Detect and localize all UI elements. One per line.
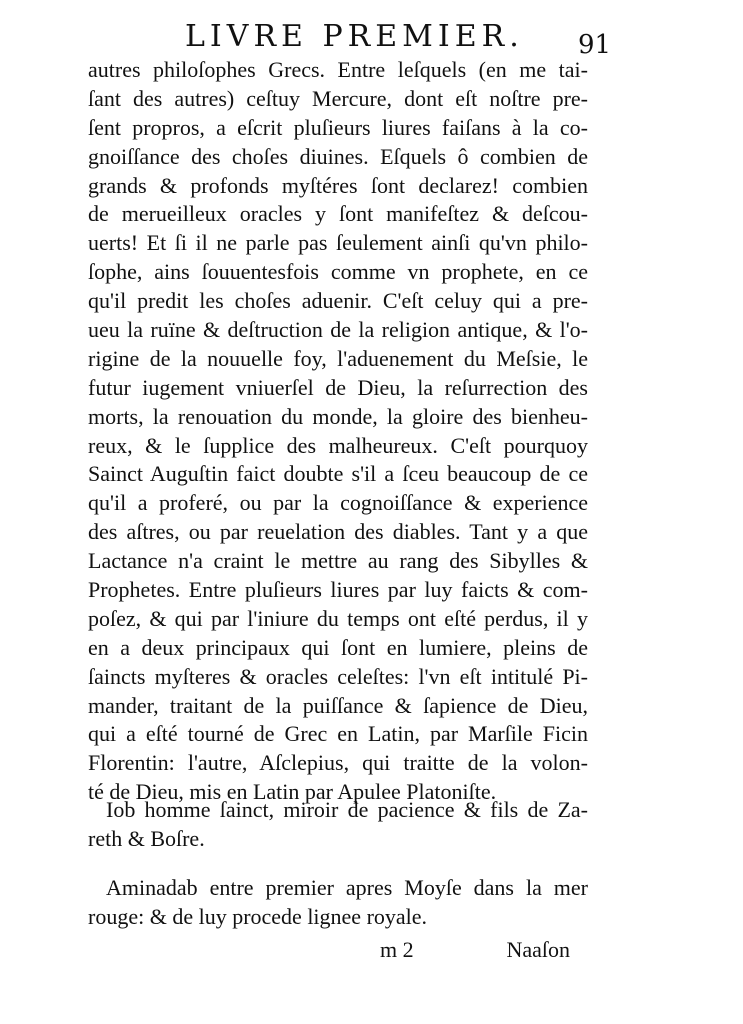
text-line: grands & profonds myſtéres ſont declarez! combien	[88, 172, 588, 198]
entry-line: Iob homme ſainct, miroir de pacience & fils de Za-	[106, 797, 588, 822]
signature-mark: m 2	[380, 937, 414, 962]
text-line: ſent propros, a eſcrit pluſieurs liures faiſans à la co-	[88, 114, 588, 140]
page-footer	[380, 936, 570, 964]
entry-line: reth & Boſre.	[88, 825, 205, 851]
text-line: de merueilleux oracles y ſont manifeſtez & deſcou-	[88, 201, 588, 227]
text-line: ſophe, ains ſouuentesfois comme vn prophete, en ce	[88, 259, 588, 285]
text-line: rigine de la nouuelle foy, l'aduenement du Meſsie, le	[88, 345, 588, 371]
text-line: poſez, & qui par l'iniure du temps ont eſté perdus, il y	[88, 605, 588, 631]
text-line: reux, & le ſupplice des malheureux. C'eſt pourquoy	[88, 432, 588, 458]
entry-line: Aminadab entre premier apres Moyſe dans la mer	[106, 875, 588, 900]
text-line: qu'il predit les choſes aduenir. C'eſt celuy qui a pre-	[88, 288, 588, 314]
text-line: ſant des autres) ceſtuy Mercure, dont eſt noſtre pre-	[88, 85, 588, 111]
text-line: ueu la ruïne & deſtruction de la religion antique, & l'o-	[88, 317, 588, 343]
text-line: té de Dieu, mis en Latin par Apulee Platoniſte.	[88, 779, 497, 805]
text-line: mander, traitant de la puiſſance & ſapience de Dieu,	[88, 692, 588, 718]
text-line: Lactance n'a craint le mettre au rang des Sibylles &	[88, 548, 588, 574]
main-paragraph	[88, 56, 588, 807]
page-number: 91	[578, 30, 612, 60]
text-line: Florentin: l'autre, Aſclepius, qui traitte de la volon-	[88, 750, 588, 776]
entry-aminadab	[88, 874, 588, 932]
text-line: qu'il a proferé, ou par la cognoiſſance & experience	[88, 490, 588, 516]
text-line: des aſtres, ou par reuelation des diables. Tant y a que	[88, 519, 588, 545]
text-line: futur iugement vniuerſel de Dieu, la reſurrection des	[88, 374, 588, 400]
text-line: Sainct Auguſtin faict doubte s'il a ſceu beaucoup de ce	[88, 461, 588, 487]
text-line: en a deux principaux qui ſont en lumiere, pleins de	[88, 634, 588, 660]
entry-line: rouge: & de luy procede lignee royale.	[88, 903, 428, 929]
text-line: morts, la renouation du monde, la gloire des bienheu-	[88, 403, 588, 429]
text-line: autres philoſophes Grecs. Entre leſquels (en me tai-	[88, 57, 588, 82]
text-line: uerts! Et ſi il ne parle pas ſeulement ainſi qu'vn philo-	[88, 230, 588, 256]
text-line: Prophetes. Entre pluſieurs liures par luy faicts & com-	[88, 577, 588, 603]
running-head: LIVRE PREMIER.	[185, 19, 524, 54]
entry-job	[88, 796, 588, 854]
catchword: Naaſon	[506, 937, 570, 962]
text-line: qui a eſté tourné de Grec en Latin, par Marſile Ficin	[88, 721, 588, 747]
text-line: gnoiſſance des choſes diuines. Eſquels ô combien de	[88, 143, 588, 169]
text-line: ſaincts myſteres & oracles celeſtes: l'vn eſt intitulé Pi-	[88, 663, 588, 689]
